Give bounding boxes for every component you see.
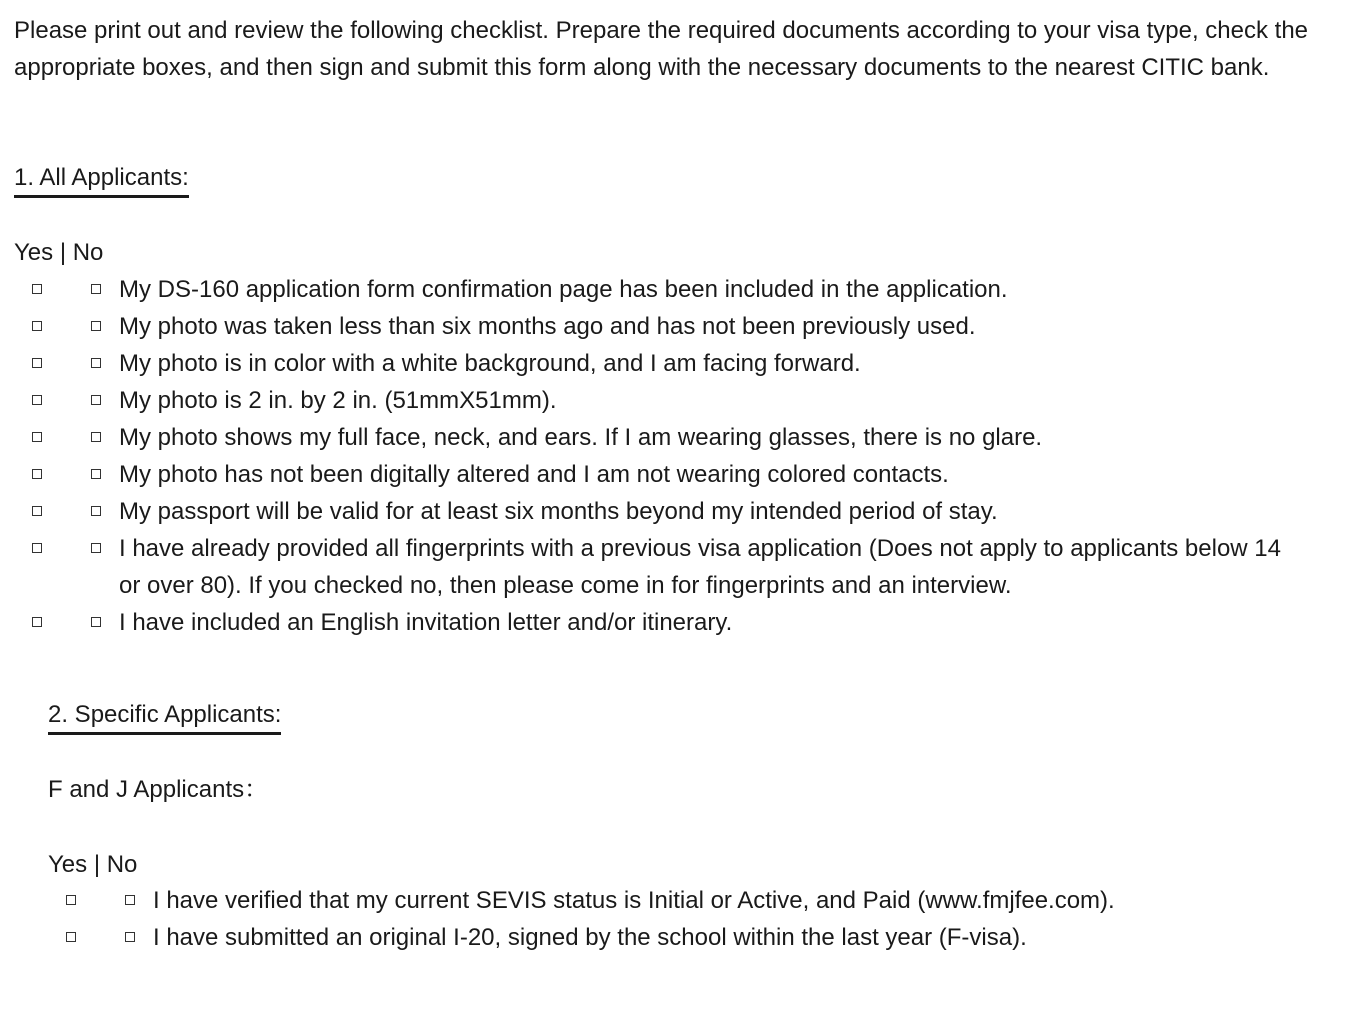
checklist-item <box>14 604 1289 641</box>
checklist-item <box>14 419 1289 456</box>
checklist-item <box>14 308 1289 345</box>
checklist-item-text: I have included an English invitation letter and/or itinerary. <box>119 609 733 636</box>
checklist-item-text: My DS-160 application form confirmation page has been included in the application. <box>119 276 1008 303</box>
no-checkbox[interactable] <box>125 895 135 905</box>
section-1-checklist <box>14 271 1289 641</box>
yes-checkbox[interactable] <box>32 543 42 553</box>
yes-checkbox[interactable] <box>32 358 42 368</box>
no-checkbox[interactable] <box>91 284 101 294</box>
checklist-item-text: My photo is 2 in. by 2 in. (51mmX51mm). <box>119 387 557 414</box>
no-checkbox[interactable] <box>125 932 135 942</box>
yes-checkbox[interactable] <box>32 321 42 331</box>
yes-checkbox[interactable] <box>32 469 42 479</box>
checklist-item <box>14 530 1289 604</box>
checklist-item-text: I have submitted an original I-20, signed by the school within the last year (F-visa). <box>153 924 1027 951</box>
no-checkbox[interactable] <box>91 358 101 368</box>
yes-checkbox[interactable] <box>66 932 76 942</box>
yes-checkbox[interactable] <box>32 395 42 405</box>
checklist-item <box>14 456 1289 493</box>
f-and-j-applicants-label: F and J Applicants： <box>48 776 269 803</box>
checklist-item <box>14 271 1289 308</box>
checklist-item-text: I have already provided all fingerprints with a previous visa application (Does not apply to applicants below 14 or over 80). If you checked no, then please come in for fingerprints and an interview. <box>119 535 1281 599</box>
yes-checkbox[interactable] <box>66 895 76 905</box>
checklist-item-text: My photo is in color with a white background, and I am facing forward. <box>119 350 861 377</box>
section-2-heading: 2. Specific Applicants: <box>48 700 281 735</box>
checklist-item <box>48 882 1323 919</box>
no-checkbox[interactable] <box>91 469 101 479</box>
checklist-item <box>14 345 1289 382</box>
checklist-item-text: I have verified that my current SEVIS status is Initial or Active, and Paid (www.fmjfee.com). <box>153 887 1115 914</box>
no-checkbox[interactable] <box>91 617 101 627</box>
checklist-item-text: My photo shows my full face, neck, and ears. If I am wearing glasses, there is no glare. <box>119 424 1043 451</box>
no-checkbox[interactable] <box>91 543 101 553</box>
checklist-item-text: My passport will be valid for at least six months beyond my intended period of stay. <box>119 498 998 525</box>
section-1-heading: 1. All Applicants: <box>14 163 189 198</box>
section-1-yes-no-label: Yes | No <box>14 239 104 266</box>
yes-checkbox[interactable] <box>32 284 42 294</box>
yes-checkbox[interactable] <box>32 506 42 516</box>
checklist-item <box>14 382 1289 419</box>
intro-paragraph: Please print out and review the following checklist. Prepare the required documents according to your visa type, check the appropriate boxes, and then sign and submit this form along with the necessary documents to the nearest CITIC bank. <box>14 17 1309 81</box>
checklist-item-text: My photo was taken less than six months ago and has not been previously used. <box>119 313 976 340</box>
no-checkbox[interactable] <box>91 506 101 516</box>
checklist-item <box>48 919 1323 956</box>
no-checkbox[interactable] <box>91 432 101 442</box>
no-checkbox[interactable] <box>91 321 101 331</box>
yes-checkbox[interactable] <box>32 617 42 627</box>
checklist-item-text: My photo has not been digitally altered and I am not wearing colored contacts. <box>119 461 949 488</box>
section-2-yes-no-label: Yes | No <box>48 851 138 878</box>
section-2-checklist <box>48 882 1323 956</box>
no-checkbox[interactable] <box>91 395 101 405</box>
yes-checkbox[interactable] <box>32 432 42 442</box>
checklist-item <box>14 493 1289 530</box>
